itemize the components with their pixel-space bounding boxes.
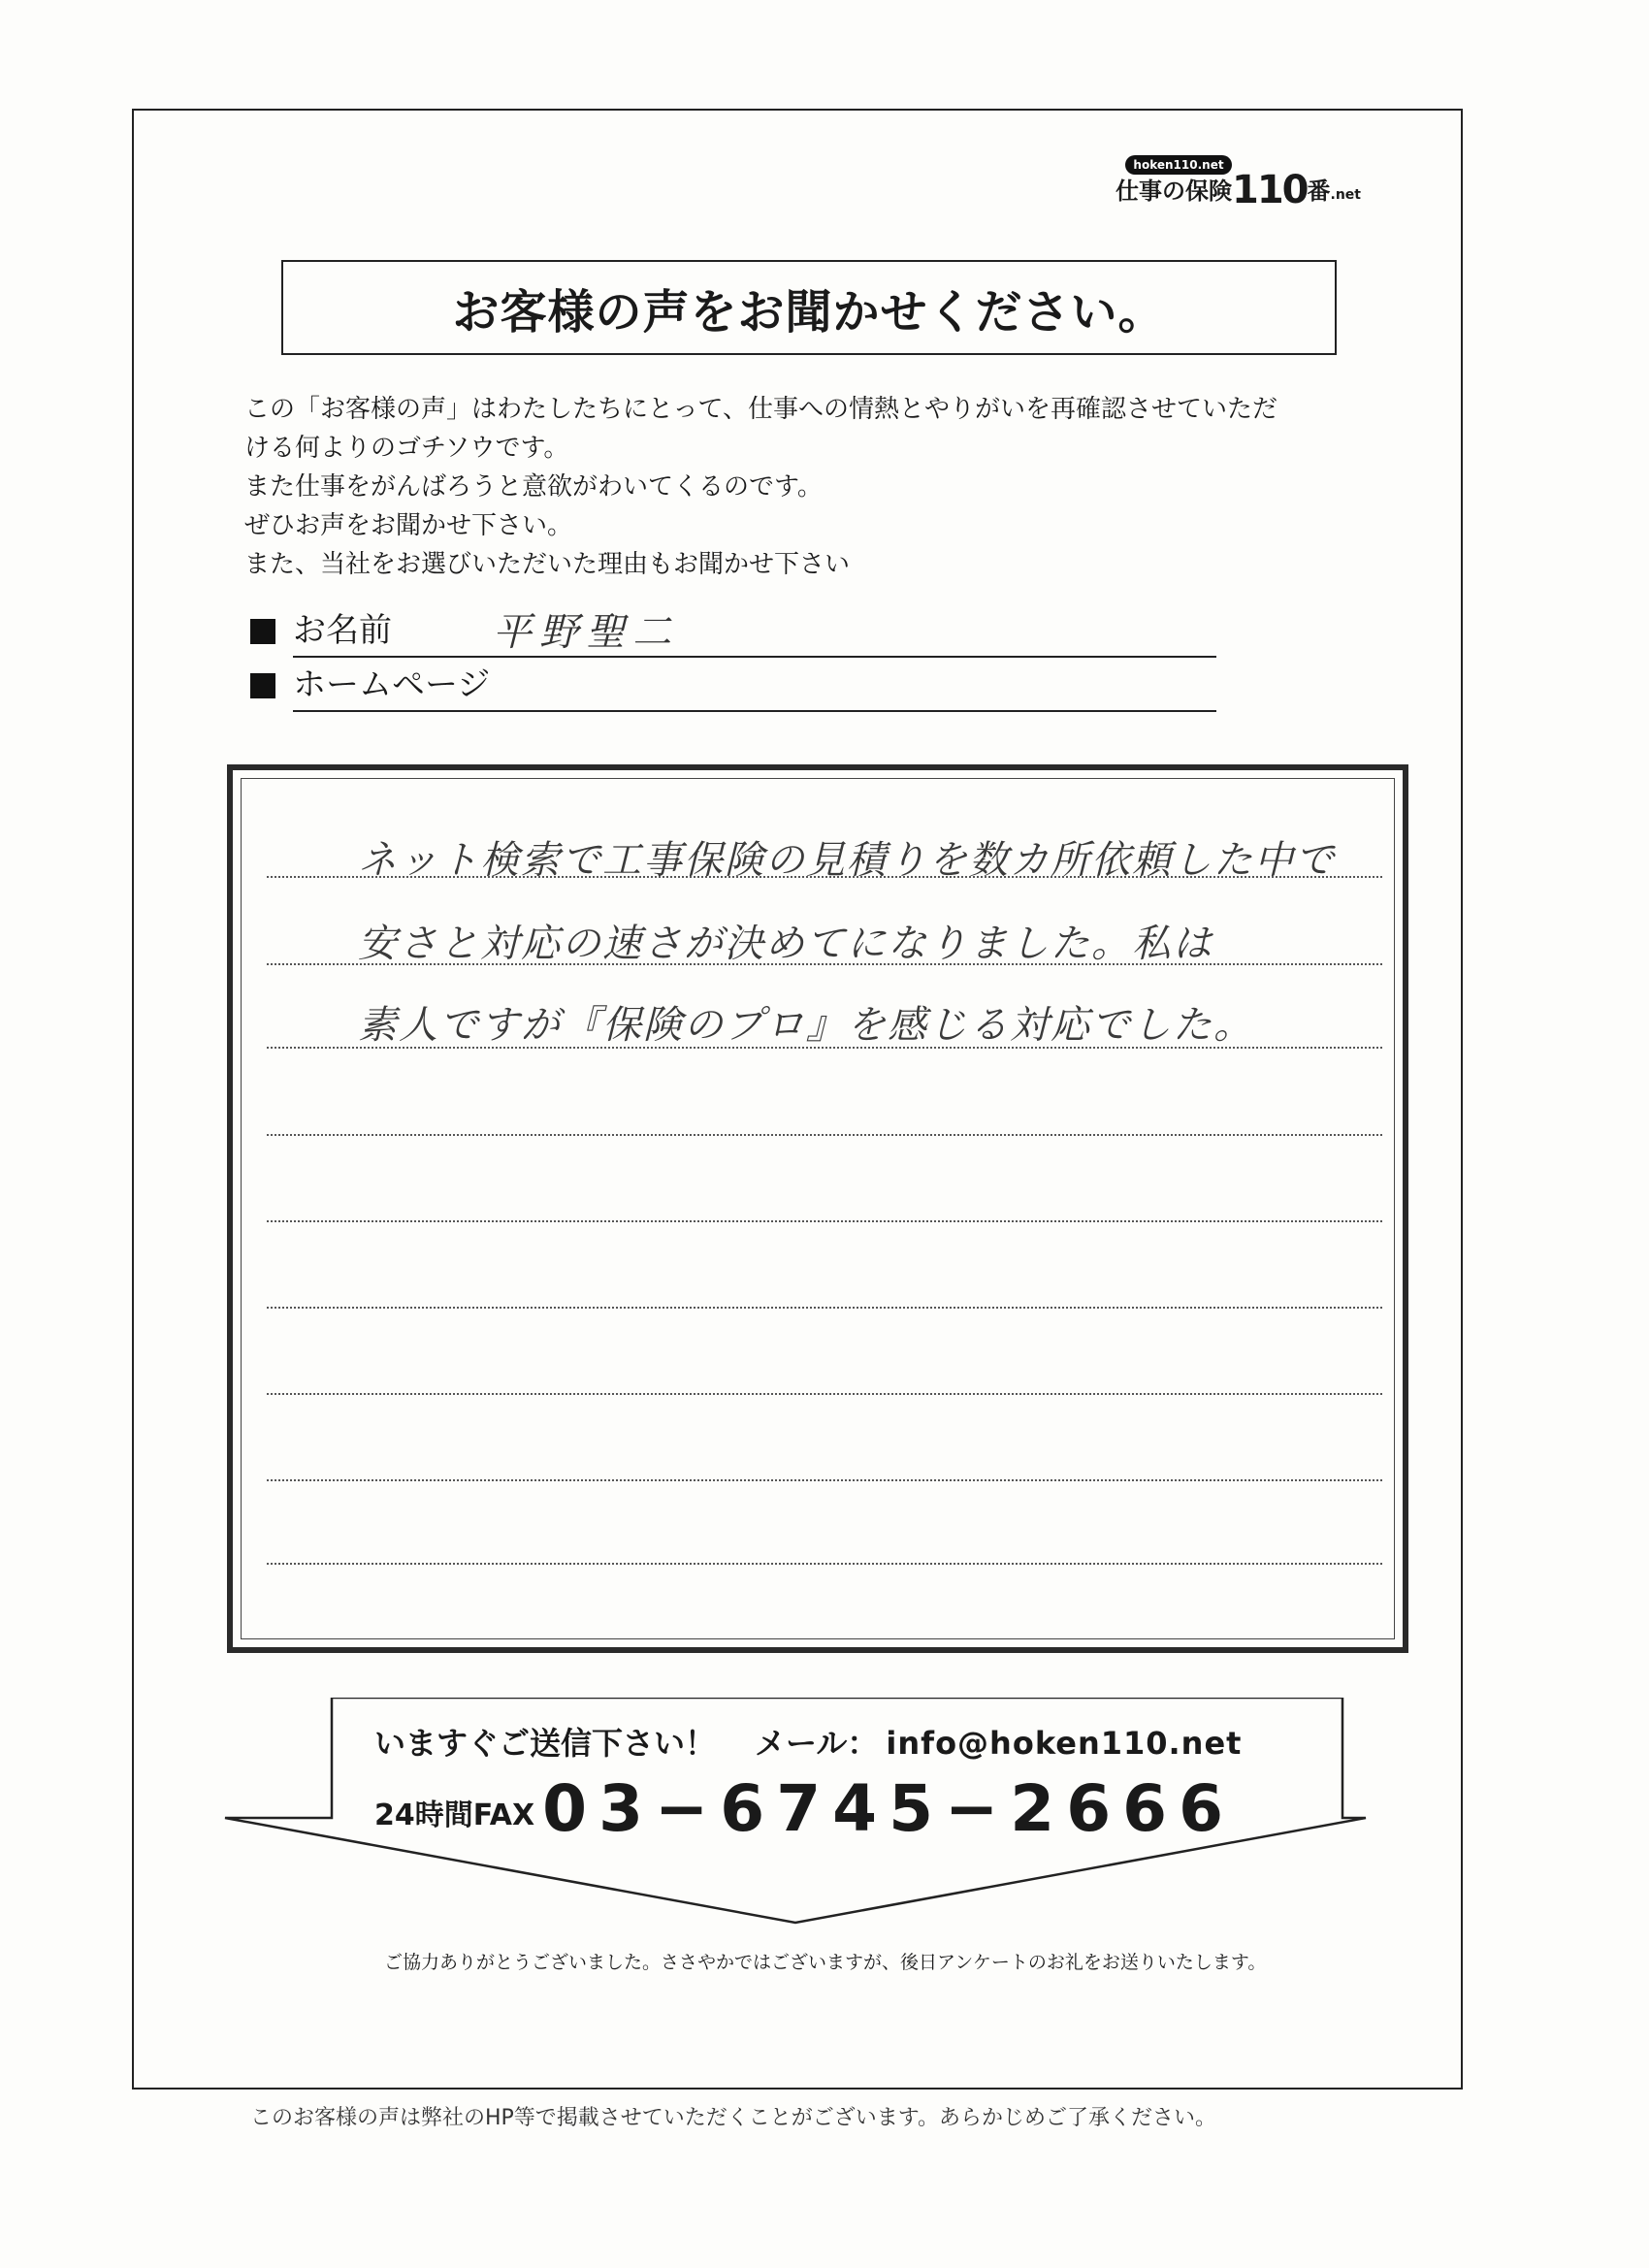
- mail-label: メール：: [755, 1725, 879, 1762]
- ruled-line: [267, 1220, 1382, 1222]
- name-label: お名前: [293, 611, 392, 650]
- fax-label: 24時間FAX: [374, 1798, 535, 1832]
- comment-line: 安さと対応の速さが決めてになりました。私は: [358, 922, 1213, 966]
- title-box: [281, 260, 1337, 355]
- comment-line: 素人ですが『保険のプロ』を感じる対応でした。: [358, 1003, 1254, 1048]
- ruled-line: [267, 1479, 1382, 1481]
- page-title: お客様の声をお聞かせください。: [452, 284, 1166, 340]
- fax-line: [374, 1771, 1235, 1846]
- mail-address-link[interactable]: info@hoken110.net: [886, 1725, 1243, 1762]
- name-field[interactable]: [250, 609, 1216, 655]
- ruled-line: [267, 1047, 1382, 1049]
- ruled-line: [267, 876, 1382, 878]
- intro-text: [244, 390, 1408, 584]
- intro-line: また、当社をお選びいただいた理由もお聞かせ下さい: [244, 550, 851, 579]
- name-value: 平野聖二: [493, 610, 679, 655]
- ruled-line: [267, 1393, 1382, 1395]
- company-logo: [1116, 149, 1406, 212]
- logo-suffix: 番: [1307, 178, 1331, 205]
- footer-note: このお客様の声は弊社のHP等で掲載させていただくことがございます。あらかじめご了承ください。: [250, 2106, 1217, 2130]
- ruled-line: [267, 1563, 1382, 1565]
- logo-domain-badge: hoken110.net: [1125, 155, 1232, 175]
- bullet-square-icon: [250, 673, 275, 698]
- logo-net: .net: [1330, 187, 1361, 203]
- intro-line: ぜひお声をお聞かせ下さい。: [244, 511, 573, 540]
- logo-wordmark: [1116, 168, 1361, 212]
- send-cta: いますぐご送信下さい！: [374, 1725, 717, 1762]
- comment-line: ネット検索で工事保険の見積りを数カ所依頼した中で: [358, 838, 1336, 883]
- name-underline: [293, 656, 1216, 658]
- intro-line: また仕事をがんばろうと意欲がわいてくるのです。: [244, 472, 823, 502]
- homepage-label: ホームページ: [293, 665, 491, 704]
- comment-inner-border: [241, 778, 1395, 1639]
- intro-line: この「お客様の声」はわたしたちにとって、仕事への情熱とやりがいを再確認させていただ: [244, 395, 1277, 424]
- bullet-square-icon: [250, 619, 275, 644]
- ruled-line: [267, 1134, 1382, 1136]
- comment-box[interactable]: [227, 764, 1408, 1653]
- intro-line: ける何よりのゴチソウです。: [244, 434, 569, 463]
- ruled-line: [267, 1307, 1382, 1309]
- homepage-underline: [293, 710, 1216, 712]
- logo-main-text: 仕事の保険: [1116, 178, 1232, 205]
- ruled-line: [267, 963, 1382, 965]
- homepage-field[interactable]: [250, 664, 1216, 706]
- fax-number: 03−6745−2666: [542, 1771, 1235, 1846]
- thanks-message: ご協力ありがとうございました。ささやかではございますが、後日アンケートのお礼をお送りいたします。: [384, 1952, 1267, 1973]
- logo-number: 110: [1232, 168, 1308, 212]
- send-cta-line: [374, 1719, 1242, 1764]
